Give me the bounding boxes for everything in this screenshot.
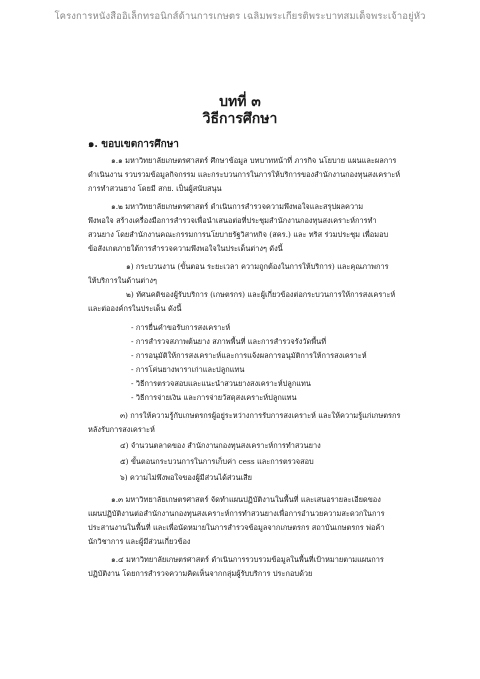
list-item: - วิธีการตรวจสอบและแนะนำสวนยางสงเคราะห์ปลูกแทน (131, 379, 311, 388)
body-line: ๑) กระบวนงาน (ขั้นตอน ระยะเวลา ความถูกต้องในการให้บริการ) และคุณภาพการ (126, 262, 389, 271)
body-line: การทำสวนยาง โดยมี สกย. เป็นผู้สนับสนุน (88, 184, 222, 193)
section-heading: ๑. ขอบเขตการศึกษา (88, 139, 179, 150)
body-line: หลังรับการสงเคราะห์ (88, 425, 155, 434)
body-line: นักวิชาการ และผู้มีส่วนเกี่ยวข้อง (88, 537, 191, 546)
body-line: ๖) ความไม่พึงพอใจของผู้มีส่วนได้ส่วนเสีย (120, 473, 252, 482)
body-line: ๒) ทัศนคติของผู้รับบริการ (เกษตรกร) และผู้เกี่ยวข้องต่อกระบวนการให้การสงเคราะห์ (126, 290, 396, 299)
body-line: ๓) การให้ความรู้กับเกษตรกรผู้อยู่ระหว่างการรับการสงเคราะห์ และให้ความรู้แก่เกษตรกร (120, 411, 401, 420)
chapter-number: บทที่ ๓ (219, 94, 261, 110)
chapter-title: วิธีการศึกษา (202, 111, 278, 127)
body-line: ข้อสังเกตภายใต้การสำรวจความพึงพอใจในประเด็นต่างๆ ดังนี้ (88, 244, 283, 253)
list-item: - วิธีการจ่ายเงิน และการจ่ายวัสดุสงเคราะห์ปลูกแทน (131, 393, 297, 402)
list-item: - การโค่นยางพาราเก่าและปลูกแทน (131, 365, 245, 374)
list-item: - การสำรวจสภาพต้นยาง สภาพพื้นที่ และการสำรวจรังวัดพื้นที่ (131, 337, 327, 346)
body-line: ให้บริการในด้านต่างๆ (88, 276, 157, 285)
body-line: ๑.๒ มหาวิทยาลัยเกษตรศาสตร์ ดำเนินการสำรวจความพึงพอใจและสรุปผลความ (111, 202, 364, 211)
page-header: โครงการหนังสืออิเล็กทรอนิกส์ด้านการเกษตร เฉลิมพระเกียรติพระบาทสมเด็จพระเจ้าอยู่หัว (54, 11, 426, 22)
body-line: ประสานงานในพื้นที่ และเพื่อนัดหมายในการสำรวจข้อมูลจากเกษตรกร สถาบันเกษตรกร พ่อค้า (88, 523, 385, 532)
body-line: แผนปฏิบัติงานต่อสำนักงานกองทุนสงเคราะห์การทำสวนยางเพื่อการอำนวยความสะดวกในการ (88, 509, 385, 518)
body-line: ปฏิบัติงาน โดยการสำรวจความคิดเห็นจากกลุ่มผู้รับบริการ ประกอบด้วย (88, 569, 313, 578)
body-line: ๑.๑ มหาวิทยาลัยเกษตรศาสตร์ ศึกษาข้อมูล บทบาทหน้าที่ ภารกิจ นโยบาย แผนและผลการ (111, 156, 397, 165)
body-line: ๑.๔ มหาวิทยาลัยเกษตรศาสตร์ ดำเนินการรวบรวมข้อมูลในพื้นที่เป้าหมายตามแผนการ (111, 555, 384, 564)
body-line: ๑.๓ มหาวิทยาลัยเกษตรศาสตร์ จัดทำแผนปฏิบัติงานในพื้นที่ และเสนอรายละเอียดของ (111, 495, 381, 504)
body-line: สวนยาง โดยสำนักงานคณะกรรมการนโยบายรัฐวิสาหกิจ (สคร.) และ ทริส ร่วมประชุม เพื่อมอบ (88, 230, 389, 239)
body-line: ดำเนินงาน รวบรวมข้อมูลกิจกรรม และกระบวนการในการให้บริการของสำนักงานกองทุนสงเคราะห์ (88, 170, 401, 179)
list-item: - การยื่นคำขอรับการสงเคราะห์ (131, 323, 231, 332)
body-line: และต่อองค์กรในประเด็น ดังนี้ (88, 304, 182, 313)
body-line: พึงพอใจ สร้างเครื่องมือการสำรวจเพื่อนำเสนอต่อที่ประชุมสำนักงานกองทุนสงเคราะห์การทำ (88, 216, 377, 225)
chapter-heading (0, 94, 480, 128)
list-item: - การอนุมัติให้การสงเคราะห์และการแจ้งผลการอนุมัติการให้การสงเคราะห์ (131, 351, 367, 360)
body-line: ๕) ขั้นตอนกระบวนการในการเก็บค่า cess และการตรวจสอบ (120, 457, 314, 466)
body-line: ๔) จำนวนตลาดของ สำนักงานกองทุนสงเคราะห์การทำสวนยาง (120, 441, 321, 450)
